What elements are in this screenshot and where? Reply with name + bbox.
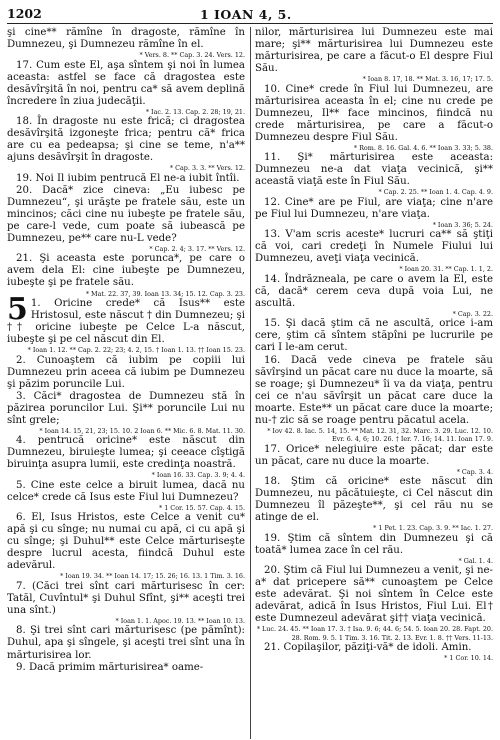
verse xyxy=(7,625,245,661)
verse-text: 14. Îndrăzneala, pe care o avem la El, este că, dacă* cerem ceva după voia Lui, ne ascultă. xyxy=(255,273,493,309)
verse xyxy=(7,480,245,504)
verse-text: 12. Cine* are pe Fiul, are viaţa; cine n'are pe Fiul lui Dumnezeu, n'are viaţa. xyxy=(255,196,493,220)
cross-reference: * Vers. 8. ** Cap. 3. 24. Vers. 12. xyxy=(139,51,245,60)
verse-text: şi cine** rămîne în dragoste, rămîne în Dumnezeu, şi Dumnezeu rămîne în el. xyxy=(7,27,245,51)
cross-reference: * Cap. 2. 25. ** Ioan 1. 4. Cap. 4. 9. xyxy=(378,188,493,197)
page-title: 1 IOAN 4, 5. xyxy=(200,7,292,22)
verse xyxy=(255,318,493,354)
verse-text: 19. Noi Il iubim pentrucă El ne-a iubit întîi. xyxy=(16,172,240,184)
verse-text: 16. Dacă vede cineva pe fratele său săvîrşind un păcat care nu duce la moarte, să se roage; şi Dumnezeu* îi va da viaţa, pentru cei ce n'au săvîrşit un păcat care duce la moarte. Este** un păcat care duce la moarte; nu-† zic să se roage pentru păcatul acela. xyxy=(255,354,493,426)
cross-reference: * Iov 42. 8. Iac. 5. 14, 15. ** Mat. 12. 31, 32. Marc. 3. 29. Luc. 12. 10. Evr. 6. 4, 6; 10. 26. † Ier. 7. 16; 14. 11. Ioan 17. 9. xyxy=(267,426,493,444)
cross-reference: * 1 Cor. 15. 57. Cap. 4. 15. xyxy=(158,503,245,512)
cross-reference: * Ioan 8. 17, 18. ** Mat. 3. 16, 17; 17. 5. xyxy=(362,75,493,84)
page-header xyxy=(7,6,493,24)
text-columns xyxy=(7,27,493,739)
verse xyxy=(255,444,493,468)
verse xyxy=(7,355,245,391)
verse-text: 15. Şi dacă ştim că ne ascultă, orice i-am cere, ştim că sîntem stăpîni pe lucrurile pe cari I le-am cerut. xyxy=(255,318,493,354)
verse xyxy=(7,60,245,108)
cross-reference: * Ioan 16. 33. Cap. 3. 9; 4. 4. xyxy=(151,471,245,480)
cross-reference: * Gal. 1. 4. xyxy=(458,556,493,565)
verse xyxy=(255,152,493,188)
verse-text: 17. Cum este El, aşa sîntem şi noi în lumea aceasta: astfel se face că dragostea este desăvîrşită în noi, pentru ca* să avem deplină încredere în ziua judecăţii. xyxy=(7,59,245,107)
verse xyxy=(7,662,245,674)
cross-reference: * 1 Cor. 10. 14. xyxy=(444,654,493,663)
cross-reference: * Ioan 3. 36; 5. 24. xyxy=(432,220,493,229)
cross-reference: * Cap. 2. 4; 3. 17. ** Vers. 12. xyxy=(149,244,245,253)
cross-reference: * Luc. 24. 45. ** Ioan 17. 3. † Isa. 9. 6; 44. 6; 54. 5. Ioan 20. 28. Fapt. 20. 28. Rom. 9. 5. 1 Tim. 3. 16. Tit. 2. 13. Evr. 1. 8. †† Vers. 11-13. xyxy=(256,625,493,642)
verse xyxy=(255,533,493,557)
cross-reference: * Iac. 2. 13. Cap. 2. 28; 19, 21. xyxy=(145,107,245,116)
verse xyxy=(255,355,493,427)
verse-text: 11. Şi* mărturisirea este aceasta: Dumnezeu ne-a dat viaţa vecinică, şi** această viaţă este în Fiul Său. xyxy=(255,152,493,188)
column-divider xyxy=(250,27,251,739)
cross-reference: * Mat. 22. 37, 39. Ioan 13. 34; 15. 12. Cap. 3. 23. xyxy=(85,289,245,298)
cross-reference: * Ioan 14. 15, 21, 23; 15. 10. 2 Ioan 6. ** Mic. 6. 8. Mat. 11. 30. xyxy=(39,426,245,435)
verse-text: nilor, mărturisirea lui Dumnezeu este mai mare; şi** mărturisirea lui Dumnezeu este mărturisirea, pe care a făcut-o El despre Fiul Său. xyxy=(255,27,493,75)
verse-text: 2. Cunoaştem că iubim pe copiii lui Dumnezeu prin aceea că iubim pe Dumnezeu şi păzim poruncile Lui. xyxy=(7,354,245,390)
left-column xyxy=(7,27,245,739)
verse xyxy=(7,116,245,164)
verse xyxy=(255,197,493,221)
cross-reference: * 1 Pet. 1. 23. Cap. 3. 9. ** Iac. 1. 27. xyxy=(373,524,493,533)
verse-text: 13. V'am scris aceste* lucruri ca** să ştiţi că voi, cari credeţi în Numele Fiului lui Dumnezeu, aveţi viaţa vecinică. xyxy=(255,229,493,265)
verse xyxy=(255,642,493,654)
cross-reference: * Ioan 1. 1. Apoc. 19. 13. ** Ioan 10. 13. xyxy=(115,617,245,626)
verse-text: 10. Cine* crede în Fiul lui Dumnezeu, are mărturisirea aceasta în el; cine nu crede pe Dumnezeu, Il** face mincinos, fiindcă nu crede mărturisirea, pe care a făcut-o Dumnezeu despre Fiul Său. xyxy=(255,83,493,143)
verse xyxy=(7,512,245,572)
verse xyxy=(255,274,493,310)
verse-text: 21. Copilaşilor, păziţi-vă* de idoli. Amin. xyxy=(264,642,472,654)
verse-text: 1. Oricine crede* că Isus** este Hristosul, este născut † din Dumnezeu; şi †† oricine iubeşte pe Celce L-a născut, iubeşte şi pe cel născut din El. xyxy=(7,297,245,346)
verse xyxy=(7,581,245,617)
verse xyxy=(255,27,493,75)
verse-text: 20. Dacă* zice cineva: „Eu iubesc pe Dumnezeu“, şi urăşte pe fratele său, este un mincinos; căci cine nu iubeşte pe fratele său, pe care-l vede, cum poate să iubească pe Dumnezeu, pe** care nu-L vede? xyxy=(7,184,245,244)
verse xyxy=(7,173,245,185)
cross-reference: * Cap. 3. 3. ** Vers. 12. xyxy=(169,164,245,173)
verse-text: 20. Ştim că Fiul lui Dumnezeu a venit, şi ne-a* dat pricepere să** cunoaştem pe Celce este adevărat. Şi noi sîntem în Celce este adevărat, adică în Isus Hristos, Fiul Lui. El† este Dumnezeul adevărat şi†† viaţa vecinică. xyxy=(255,565,493,625)
verse-text: 19. Ştim că sîntem din Dumnezeu şi că toată* lumea zace în cel rău. xyxy=(255,532,493,556)
verse xyxy=(7,435,245,471)
verse-text: 8. Şi trei sînt cari mărturisesc (pe pămînt): Duhul, apa şi sîngele, şi aceşti trei sînt una în mărturisirea lor. xyxy=(7,625,245,661)
verse xyxy=(7,185,245,245)
verse-text: 4. pentrucă oricine* este născut din Dumnezeu, biruieşte lumea; şi ceeace cîştigă biruinţa asupra lumii, este credinţa noastră. xyxy=(7,435,245,471)
cross-reference: * Ioan 1. 12. ** Cap. 2. 22; 23; 4. 2, 15. † Ioan 1. 13. †† Ioan 15. 23. xyxy=(27,346,245,355)
verse-text: 7. (Căci trei sînt cari mărturisesc în cer: Tatăl, Cuvîntul* şi Duhul Sfînt, şi** aceşti trei una sînt.) xyxy=(7,580,245,616)
verse-text: 5. Cine este celce a biruit lumea, dacă nu celce* crede că Isus este Fiul lui Dumnezeu? xyxy=(7,479,245,503)
chapter-number: 5 xyxy=(7,291,28,327)
verse-text: 9. Dacă primim mărturisirea* oame- xyxy=(16,661,204,673)
verse xyxy=(7,27,245,51)
verse-text: 3. Căci* dragostea de Dumnezeu stă în păzirea poruncilor Lui. Şi** poruncile Lui nu sînt grele; xyxy=(7,390,245,426)
verse-text: 6. El, Isus Hristos, este Celce a venit cu* apă şi cu sînge; nu numai cu apă, ci cu apă şi cu sînge; şi Duhul** este Celce mărturiseşte despre lucrul acesta, fiindcă Duhul este adevărul. xyxy=(7,512,245,572)
verse xyxy=(255,565,493,625)
verse-text: 18. Ştim că oricine* este născut din Dumnezeu, nu păcătuieşte, ci Cel născut din Dumnezeu îl păzeşte**, şi cel rău nu se atinge de el. xyxy=(255,476,493,524)
verse-text: 17. Orice* nelegiuire este păcat; dar este un păcat, care nu duce la moarte. xyxy=(255,443,493,467)
verse xyxy=(7,253,245,289)
cross-reference: * Cap. 3. 22. xyxy=(452,309,493,318)
right-column xyxy=(255,27,493,739)
cross-reference: * Ioan 20. 31. ** Cap. 1. 1, 2. xyxy=(399,265,493,274)
verse xyxy=(7,391,245,427)
verse xyxy=(255,84,493,144)
cross-reference: * Ioan 19. 34. ** Ioan 14. 17; 15. 26; 16. 13. 1 Tim. 3. 16. xyxy=(60,572,245,581)
verse xyxy=(255,476,493,524)
page-number: 1202 xyxy=(7,6,42,21)
verse-text: 21. Şi aceasta este porunca*, pe care o avem dela El: cine iubeşte pe Dumnezeu, iubeşte şi pe fratele său. xyxy=(7,253,245,289)
verse xyxy=(255,229,493,265)
cross-reference: * Rom. 8. 16. Gal. 4. 6. ** Ioan 3. 33; 5. 38. xyxy=(353,143,493,152)
cross-reference: * Cap. 3. 4. xyxy=(456,467,493,476)
verse-text: 18. În dragoste nu este frică; ci dragostea desăvîrşită izgoneşte frica; pentru că* frica are cu ea pedeapsa; şi cine se teme, n'a** ajuns desăvîrşit în dragoste. xyxy=(7,116,245,164)
